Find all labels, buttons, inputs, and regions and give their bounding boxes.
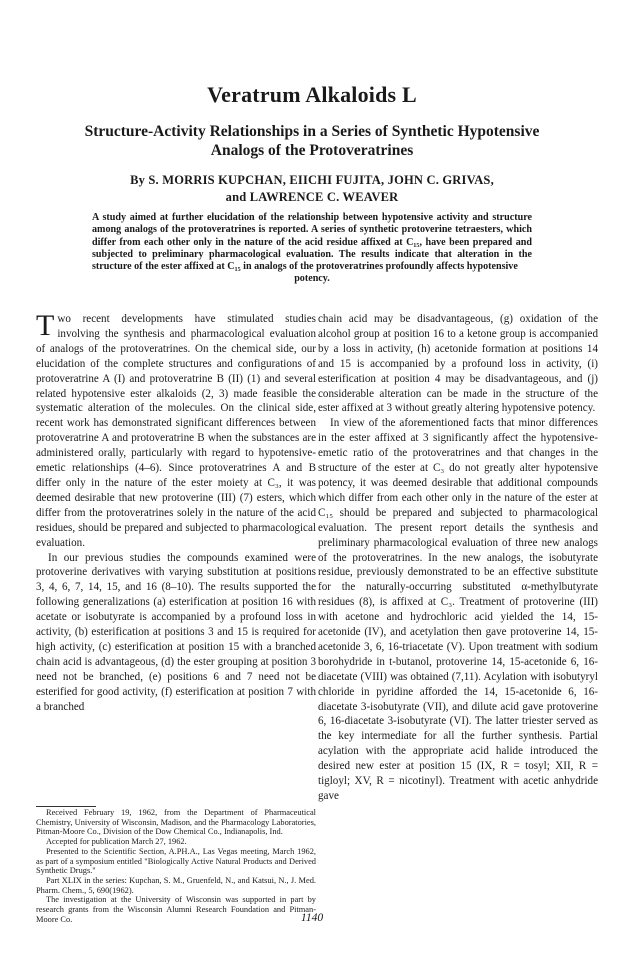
article-subtitle: Structure-Activity Relationships in a Series of Synthetic Hypotensive Analogs of the Protoveratrines bbox=[84, 123, 540, 159]
left-column bbox=[36, 309, 316, 714]
right-paragraph-2: In view of the aforementioned facts that minor differences in the ester affixed at 3 significantly affect the hypotensive-emetic ratio of the protoveratrines and that changes in the structure of the ester at C₃ do not greatly alter hypotensive potency, it was deemed desirable that additional compounds which differ from each other only in the nature of the ester at C₁₅ should be prepared and subjected to pharmacological evaluation. The present report details the synthesis and preliminary pharmacological evaluation of three new analogs of the protoveratrines. In the new analogs, the isobutyrate residue, previously demonstrated to be an effective substitute for the naturally-occurring substituted α-methylbutyrate residues (8), is affixed at C₃. Treatment of protoverine (III) with acetone and hydrochloric acid yielded the 14, 15-acetonide (IV), and acetylation then gave protoverine 14, 15-acetonide 3, 6, 16-triacetate (V). Upon treatment with sodium borohydride in t-butanol, protoverine 14, 15-acetonide 6, 16-diacetate (VIII) was obtained (7,11). Acylation with isobutyryl chloride in pyridine afforded the 14, 15-acetonide 6, 16-diacetate 3-isobutyrate (VII), and dilute acid gave protoverine 6, 16-diacetate 3-isobutyrate (VI). The latter triester served as the key intermediate for all the further synthesis. Partial acylation with the appropriate acid halide introduced the desired new ester at position 15 (IX, R = tosyl; XII, R = tigloyl; XV, R = nicotinyl). Treatment with acetic anhydride gave bbox=[318, 417, 598, 802]
drop-cap: T bbox=[36, 309, 55, 342]
footnotes bbox=[36, 808, 316, 924]
left-paragraph-1 bbox=[36, 309, 316, 551]
author-line-2: and LAWRENCE C. WEAVER bbox=[225, 190, 399, 204]
abstract-body: A study aimed at further elucidation of the relationship between hypotensive activity and structure among analogs of the protoveratrines is reported. A series of synthetic protoverine tetraesters, which differ from each other only in the nature of the acid residue affixed at C₁₅, have been prepared and subjected to preliminary pharmacological evaluation. The results indicate that alteration in the structure of the ester affixed at C₁₅ in analogs of the protoveratrines profoundly affects hypotensive bbox=[92, 212, 532, 273]
footnote-presented: Presented to the Scientific Section, A.PH.A., Las Vegas meeting, March 1962, as part of a symposium entitled "Biologically Active Natural Products and Derived Synthetic Drugs." bbox=[36, 846, 316, 876]
footnote-accepted: Accepted for publication March 27, 1962. bbox=[46, 837, 187, 847]
author-list bbox=[40, 172, 584, 206]
abstract bbox=[92, 212, 532, 286]
footnote-support: The investigation at the University of Wisconsin was supported in part by research grants from the Wisconsin Alumni Research Foundation and Pitman-Moore Co. bbox=[36, 895, 316, 924]
right-column bbox=[318, 312, 598, 804]
abstract-last-word: potency. bbox=[294, 273, 330, 285]
footnote-divider bbox=[36, 806, 96, 807]
right-paragraph-1: chain acid may be disadvantageous, (g) oxidation of the alcohol group at position 16 to a ketone group is accompanied by a loss in activity, (h) acetonide formation at positions 14 and 15 is accompanied by a profound loss in activity, (i) esterification at position 4 may be disadvantageous, and (j) considerable alteration can be made in the structure of the ester affixed at 3 without greatly altering hypotensive potency. bbox=[318, 313, 598, 415]
page-number: 1140 bbox=[300, 912, 324, 924]
author-line-1: By S. MORRIS KUPCHAN, EIICHI FUJITA, JOHN C. GRIVAS, bbox=[130, 173, 494, 187]
article-title: Veratrum Alkaloids L bbox=[207, 82, 417, 107]
left-paragraph-1-text: wo recent developments have stimulated studies involving the synthesis and pharmacological evaluation of analogs of the protoveratrines. On the chemical side, our elucidation of the complete structures and configurations of protoveratrine A (I) and protoveratrine B (II) (1) and several related hypotensive ester alkaloids (2, 3) made feasible the systematic alteration of the molecules. On the clinical side, recent work has demonstrated significant differences between protoveratrine A and protoveratrine B when the substances are administered orally, particularly with regard to hypotensive-emetic relationships (4–6). Since protoveratrines A and B differ only in the nature of the ester moiety at C₃, it was deemed desirable that new protoverine (III) (7) esters, which differ from the protoveratrines solely in the nature of the acid residues, should be prepared and subjected to pharmacological evaluation. bbox=[36, 313, 316, 549]
footnote-received: Received February 19, 1962, from the Department of Pharmaceutical Chemistry, University of Wisconsin, Madison, and the Pharmacology Laboratories, Pitman-Moore Co., Division of the Dow Chemical Co., Indianapolis, Ind. bbox=[36, 808, 316, 837]
footnote-series: Part XLIX in the series: Kupchan, S. M., Gruenfeld, N., and Katsui, N., J. Med. Pharm. Chem., 5, 690(1962). bbox=[36, 875, 316, 895]
left-paragraph-2: In our previous studies the compounds examined were protoverine derivatives with varying substitution at positions 3, 4, 6, 7, 14, 15, and 16 (8–10). The results supported the following generalizations (a) esterification at position 16 with acetate or isobutyrate is accompanied by a profound loss in activity, (b) esterification at positions 3 and 15 is required for high activity, (c) esterification at position 15 with a branched chain acid is advantageous, (d) the ester grouping at position 3 need not be branched, (e) positions 6 and 7 need not be esterified for good activity, (f) esterification at position 7 with a branched bbox=[36, 551, 316, 713]
